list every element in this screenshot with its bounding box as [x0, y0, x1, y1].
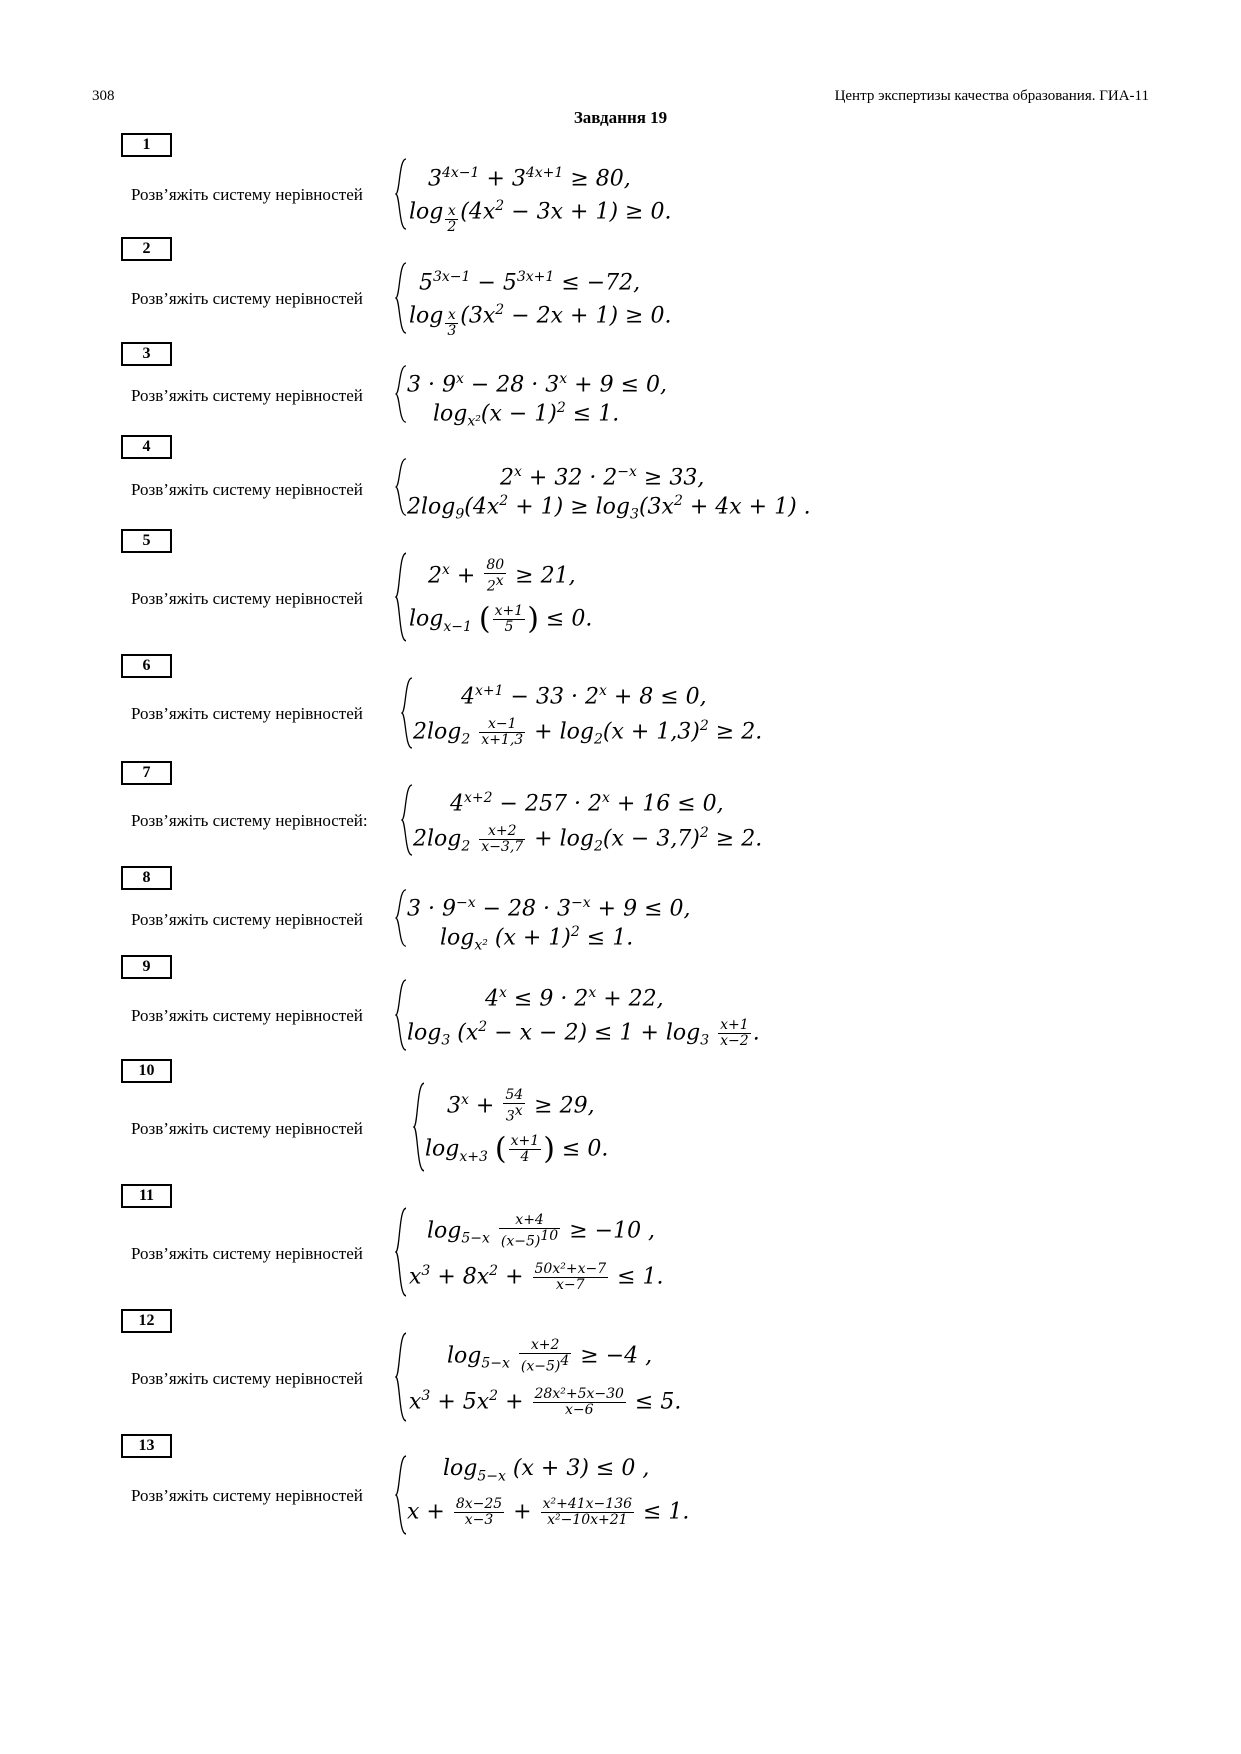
task-prompt-7: Розв’яжіть систему нерівностей: [131, 811, 368, 830]
task-number-2: 2 [121, 237, 172, 261]
brace-icon [395, 1455, 407, 1535]
inequality-12-line-1: $\log_{5-x}$ $\frac{x+2}{(x-5)^4}$ ≥ −4 , [447, 1337, 653, 1375]
inequality-5-line-1: $2^x$ + $\frac{80}{2^x}$ ≥ 21, [428, 557, 576, 595]
inequality-11-line-2: $x^3 + 8x^2$ + $\frac{\text{50x²+x−7}}{x-7}$ ≤ 1. [409, 1260, 664, 1293]
task-prompt-1: Розв’яжіть систему нерівностей [131, 185, 363, 204]
inequality-6-line-1: $4^{x+1} - 33 \cdot 2^x + 8 \le 0$, [461, 683, 707, 710]
task-number-8: 8 [121, 866, 172, 890]
task-prompt-11: Розв’яжіть систему нерівностей [131, 1244, 363, 1263]
inequality-13-line-2: x + $\frac{8x-25}{x-3}$ + $\frac{\text{x²+41x−136}}{\text{x²−10x+21}}$ ≤ 1. [407, 1496, 690, 1528]
task-number-10: 10 [121, 1059, 172, 1083]
inequality-1-line-1: $3^{4x-1} + 3^{4x+1} \ge 80$, [428, 165, 631, 192]
task-number-13: 13 [121, 1434, 172, 1458]
task-prompt-13: Розв’яжіть систему нерівностей [131, 1486, 363, 1505]
task-number-5: 5 [121, 529, 172, 553]
task-prompt-9: Розв’яжіть систему нерівностей [131, 1006, 363, 1025]
task-number-6: 6 [121, 654, 172, 678]
task-number-1: 1 [121, 133, 172, 157]
section-title: Завдання 19 [573, 108, 668, 127]
inequality-12-line-2: $x^3 + 5x^2$ + $\frac{\text{28x²+5x−30}}{x-6}$ ≤ 5. [409, 1385, 682, 1418]
inequality-4-line-2: $2\log_9(4x^2 + 1) \ge \log_3(3x^2 + 4x + 1)$ . [407, 493, 811, 523]
inequality-3-line-2: $\log_{x^2}(x - 1)^2 \le 1$. [433, 400, 620, 430]
inequality-4-line-1: $2^x + 32 \cdot 2^{-x} \ge 33$, [500, 464, 705, 491]
running-title: Центр экспертизы качества образования. ГИА-11 [834, 88, 1149, 104]
brace-icon [395, 552, 407, 642]
inequality-10-line-1: $3^x$ + $\frac{54}{3^x}$ ≥ 29, [447, 1087, 595, 1125]
task-prompt-10: Розв’яжіть систему нерівностей [131, 1119, 363, 1138]
inequality-9-line-1: $4^x \le 9 \cdot 2^x + 22$, [485, 985, 664, 1012]
task-prompt-12: Розв’яжіть систему нерівностей [131, 1369, 363, 1388]
brace-icon [395, 458, 407, 516]
inequality-2-line-2: log $_{\frac{x}{3}}$ $(3x^2 - 2x + 1) \ge 0$. [409, 302, 672, 340]
inequality-8-line-1: $3 \cdot 9^{-x} - 28 \cdot 3^{-x} + 9 \le 0$, [407, 895, 691, 922]
task-prompt-2: Розв’яжіть систему нерівностей [131, 289, 363, 308]
task-number-4: 4 [121, 435, 172, 459]
brace-icon [395, 889, 407, 947]
brace-icon [413, 1082, 425, 1172]
inequality-1-line-2: log $_{\frac{x}{2}}$ $(4x^2 - 3x + 1) \ge 0$. [409, 198, 672, 236]
inequality-10-line-2: $\log_{x+3}$ ( $\frac{x+1}{4}$ ) ≤ 0. [425, 1131, 609, 1167]
inequality-8-line-2: $\log_{x^2} (x + 1)^2 \le 1$. [440, 924, 634, 954]
inequality-6-line-2: $2\log_2$ $\frac{x-1}{x+1,3}$ + $\log_2(x + 1,3)^2 \ge 2$. [413, 715, 763, 748]
inequality-11-line-1: $\log_{5-x}$ $\frac{x+4}{(x-5)^{10}}$ ≥ −10 , [427, 1212, 656, 1250]
inequality-7-line-2: $2\log_2$ $\frac{x+2}{x-3,7}$ + $\log_2(x - 3,7)^2 \ge 2$. [413, 822, 763, 855]
brace-icon [395, 262, 407, 334]
inequality-2-line-1: $5^{3x-1} - 5^{3x+1} \le -72$, [419, 269, 641, 296]
task-number-7: 7 [121, 761, 172, 785]
task-prompt-8: Розв’яжіть систему нерівностей [131, 910, 363, 929]
inequality-5-line-2: $\log_{x-1}$ ( $\frac{x+1}{5}$ ) ≤ 0. [409, 601, 593, 637]
brace-icon [395, 1332, 407, 1422]
task-number-3: 3 [121, 342, 172, 366]
inequality-13-line-1: $\log_{5-x} (x + 3) \le 0$ , [443, 1456, 650, 1485]
task-prompt-4: Розв’яжіть систему нерівностей [131, 480, 363, 499]
inequality-3-line-1: $3 \cdot 9^x - 28 \cdot 3^x + 9 \le 0$, [407, 371, 668, 398]
task-number-11: 11 [121, 1184, 172, 1208]
brace-icon [395, 365, 407, 423]
inequality-7-line-1: $4^{x+2} - 257 \cdot 2^x + 16 \le 0$, [450, 790, 724, 817]
task-prompt-6: Розв’яжіть систему нерівностей [131, 704, 363, 723]
brace-icon [395, 979, 407, 1051]
brace-icon [401, 784, 413, 856]
page-number: 308 [92, 88, 115, 104]
task-prompt-5: Розв’яжіть систему нерівностей [131, 589, 363, 608]
task-number-9: 9 [121, 955, 172, 979]
brace-icon [395, 1207, 407, 1297]
brace-icon [395, 158, 407, 230]
task-number-12: 12 [121, 1309, 172, 1333]
inequality-9-line-2: $\log_3 (x^2 - x - 2) \le 1 + \log_3$ $\frac{x+1}{x-2}$ . [407, 1016, 760, 1049]
task-prompt-3: Розв’яжіть систему нерівностей [131, 386, 363, 405]
brace-icon [401, 677, 413, 749]
